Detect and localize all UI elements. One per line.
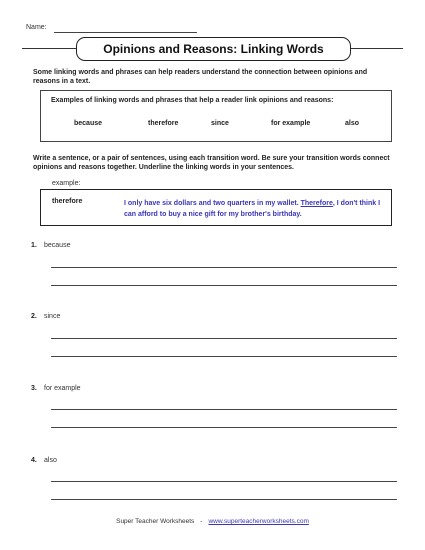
- example-word-for-example: for example: [271, 120, 311, 127]
- example-linking-word: Therefore: [300, 200, 333, 207]
- answer-line[interactable]: [51, 409, 397, 410]
- example-sentence-start: I only have six dollars and two quarters in my wallet.: [124, 200, 301, 207]
- answer-line[interactable]: [51, 356, 397, 357]
- footer-separator: -: [200, 518, 203, 525]
- item-word-1: because: [44, 242, 71, 249]
- answer-line[interactable]: [51, 427, 397, 428]
- footer: [0, 518, 425, 525]
- item-word-3: for example: [44, 385, 81, 392]
- example-sentence: [124, 198, 386, 220]
- example-transition-word: therefore: [52, 198, 83, 205]
- instructions-text: Write a sentence, or a pair of sentences, using each transition word. Be sure your transition words connect opinions and reasons together. Underline the linking words in your sentences.: [33, 155, 390, 171]
- example-sentence-end: , I don't think I can afford to buy a nice gift for my brother's birthday.: [124, 200, 381, 218]
- intro-text: Some linking words and phrases can help readers understand the connection between opinions and reasons in a text.: [33, 69, 368, 85]
- examples-heading: Examples of linking words and phrases that help a reader link opinions and reasons:: [51, 97, 334, 104]
- example-label: example:: [52, 180, 81, 187]
- item-word-4: also: [44, 457, 57, 464]
- item-number-1: 1.: [31, 242, 37, 249]
- example-word-since: since: [211, 120, 229, 127]
- page-title: Opinions and Reasons: Linking Words: [76, 37, 351, 61]
- item-number-2: 2.: [31, 313, 37, 320]
- answer-line[interactable]: [51, 499, 397, 500]
- example-word-because: because: [74, 120, 103, 127]
- answer-line[interactable]: [51, 338, 397, 339]
- name-write-line[interactable]: [54, 32, 197, 33]
- item-number-3: 3.: [31, 385, 37, 392]
- answer-line[interactable]: [51, 481, 397, 482]
- item-number-4: 4.: [31, 457, 37, 464]
- footer-brand: Super Teacher Worksheets: [116, 518, 195, 525]
- answer-line[interactable]: [51, 285, 397, 286]
- example-word-therefore: therefore: [148, 120, 179, 127]
- example-word-also: also: [345, 120, 360, 127]
- item-word-2: since: [44, 313, 61, 320]
- footer-url-link[interactable]: www.superteacherworksheets.com: [208, 518, 309, 525]
- answer-line[interactable]: [51, 267, 397, 268]
- name-label: Name:: [26, 24, 47, 31]
